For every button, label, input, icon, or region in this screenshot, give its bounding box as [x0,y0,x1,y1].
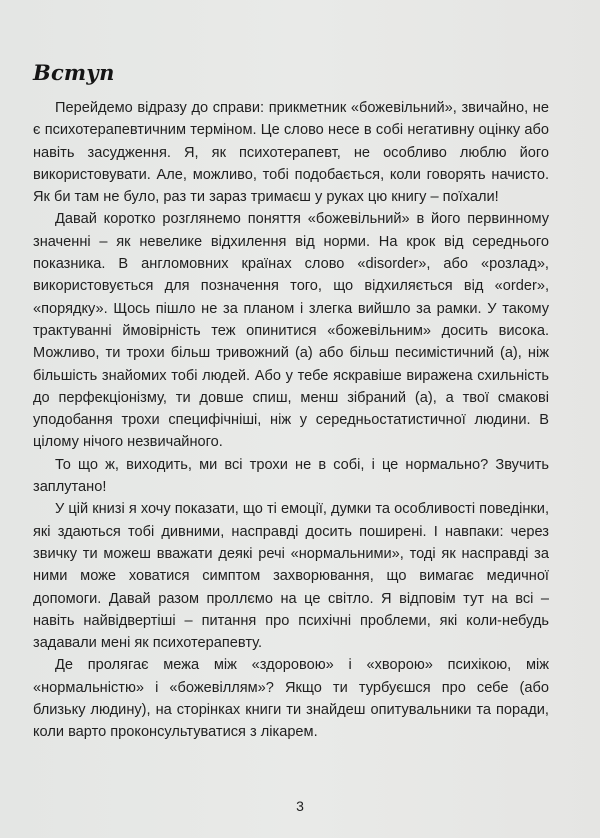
paragraph-1: Перейдемо відразу до справи: прикметник «божевільний», звичайно, не є психотерапевтичним терміном. Це слово несе в собі негативну оцінку або навіть засудження. Я, як психотерапевт, не особливо люблю його використовувати. Але, можливо, тобі подобається, коли говорять начисто. Як би там не було, раз ти зараз тримаєш у руках цю книгу – поїхали! [33,100,549,206]
paragraph-5: Де пролягає межа між «здоровою» і «хворою» психікою, між «нормальністю» і «божевіллям»? Якщо ти турбуєшся про себе (або близьку людину), на сторінках книги ти знайдеш опитувальники та поради, коли варто проконсультуватися з лікарем. [33,657,549,741]
page-number: 3 [296,798,304,814]
paragraph-2: Давай коротко розглянемо поняття «божевільний» в його первинному значенні – як невелике відхилення від норми. На крок від середнього показника. В англомовних країнах слово «disorder», або «розлад», використовується для позначення того, що відхиляється від «order», «порядку». Щось пішло не за планом і злегка вийшло за рамки. У такому трактуванні ймовірність теж опинитися «божевільним» досить висока. Можливо, ти трохи більш тривожний (а) або більш песимістичний (а), ніж більшість знайомих тобі людей. Або у тебе яскравіше виражена схильність до перфекціонізму, ти довше спиш, менш зібраний (а), а твої смакові уподобання трохи специфічніші, ніж у середньостатистичної людини. В цілому нічого незвичайного. [33,211,549,451]
chapter-heading: Вступ [33,60,115,85]
paragraph-3: То що ж, виходить, ми всі трохи не в собі, і це нормально? Звучить заплутано! [33,456,549,496]
paragraph-4: У цій книзі я хочу показати, що ті емоції, думки та особливості поведінки, які здаються тобі дивними, насправді досить поширені. І навпаки: через звичку ти можеш вважати деякі речі «нормальними», тоді як насправді за ними може ховатися симптом захворювання, що вимагає медичної допомоги. Давай разом проллємо на це світло. Я відповім тут на всі – навіть найвідвертіші – питання про психічні проблеми, які коли-небудь задавали мені як психотерапевту. [33,501,549,652]
body-text [33,97,549,744]
